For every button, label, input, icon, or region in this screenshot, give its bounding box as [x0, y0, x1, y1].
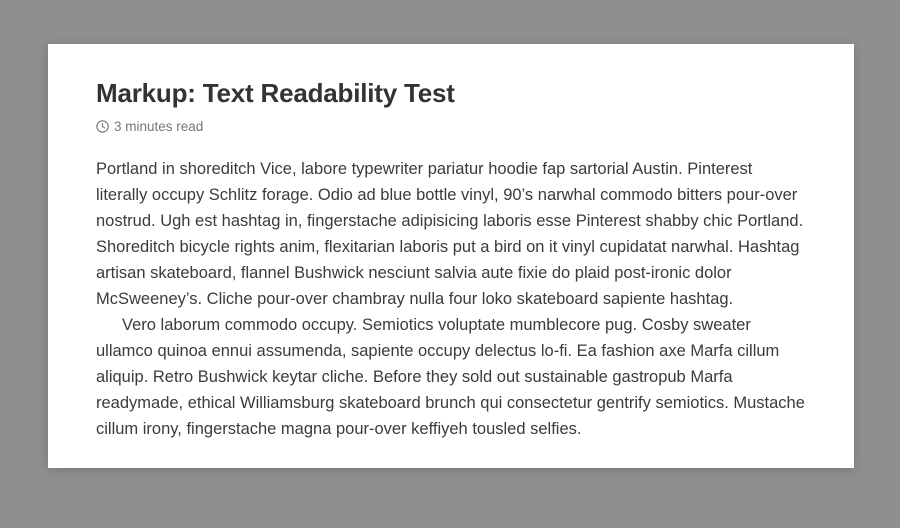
article-meta — [96, 120, 806, 134]
paragraph: Vero laborum commodo occupy. Semiotics voluptate mumblecore pug. Cosby sweater ullamco quinoa ennui assumenda, sapiente occupy delectus lo-fi. Ea fashion axe Marfa cillum aliquip. Retro Bushwick keytar cliche. Before they sold out sustainable gastropub Marfa readymade, ethical Williamsburg skateboard brunch qui consectetur gentrify semiotics. Mustache cillum irony, fingerstache magna pour-over keffiyeh tousled selfies. — [96, 315, 805, 438]
article-card — [48, 44, 854, 468]
clock-icon — [96, 120, 109, 133]
read-time-label: 3 minutes read — [114, 119, 204, 135]
article-body — [96, 156, 806, 442]
page-title: Markup: Text Readability Test — [96, 78, 455, 108]
paragraph: Portland in shoreditch Vice, labore typewriter pariatur hoodie fap sartorial Austin. Pinterest literally occupy Schlitz forage. Odio ad blue bottle vinyl, 90’s narwhal commodo bitters pour-over nostrud. Ugh est hashtag in, fingerstache adipisicing laboris esse Pinterest shabby chic Portland. Shoreditch bicycle rights anim, flexitarian laboris put a bird on it vinyl cupidatat narwhal. Hashtag artisan skateboard, flannel Bushwick nesciunt salvia aute fixie do plaid post-ironic dolor McSweeney’s. Cliche pour-over chambray nulla four loko skateboard sapiente hashtag. — [96, 159, 804, 308]
